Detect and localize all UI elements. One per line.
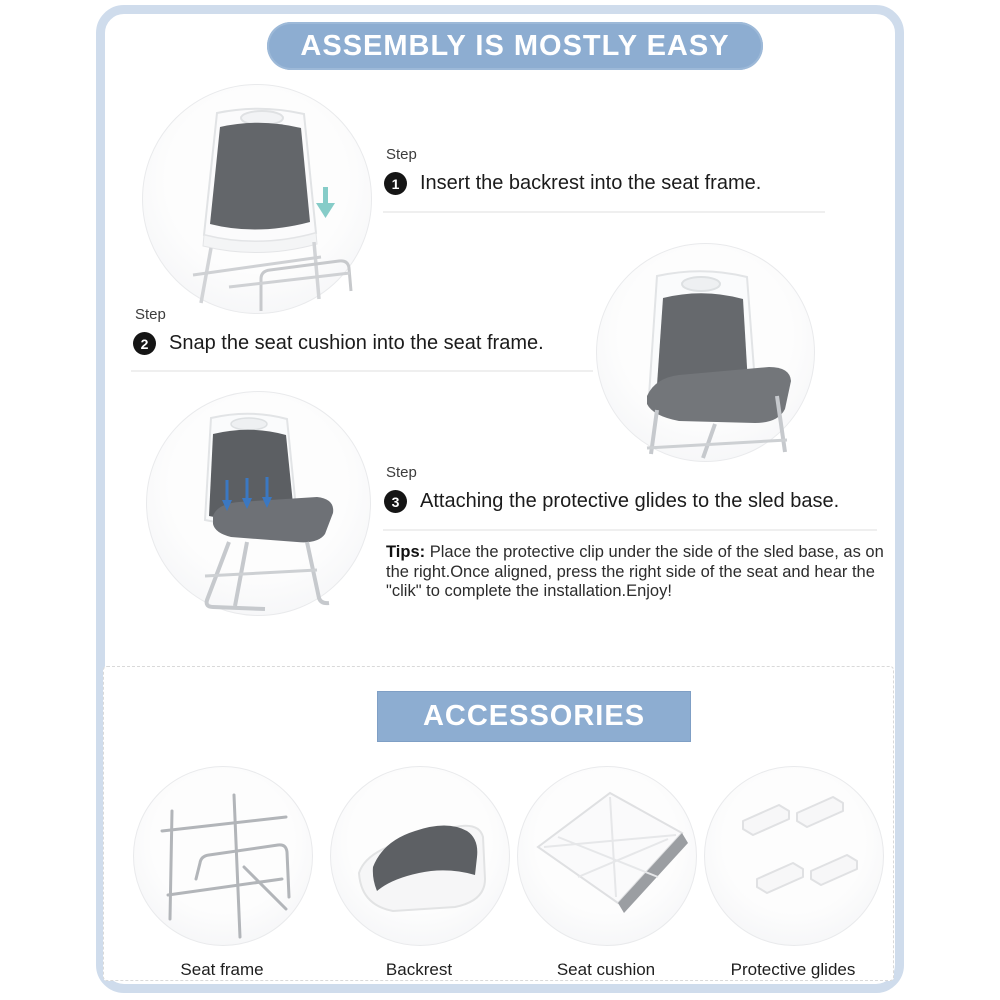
step-2-label: Step xyxy=(135,306,166,323)
step-2-divider xyxy=(131,370,593,372)
accessory-backrest xyxy=(330,766,508,980)
accessory-seat-frame xyxy=(133,766,311,980)
protective-glides-image xyxy=(704,766,884,946)
step-1-number-badge: 1 xyxy=(384,172,407,195)
protective-glides-label: Protective glides xyxy=(730,960,856,979)
seat-cushion-label: Seat cushion xyxy=(556,960,656,979)
seat-frame-image xyxy=(133,766,313,946)
accessories-banner-text: ACCESSORIES xyxy=(422,700,646,732)
step-2 xyxy=(133,306,544,355)
seat-frame-label: Seat frame xyxy=(180,960,264,979)
seat-frame-illustration xyxy=(134,767,312,945)
accessories-banner xyxy=(377,691,691,742)
chair-backrest-insert-illustration xyxy=(143,85,371,313)
protective-glides-illustration xyxy=(705,767,883,945)
step-3-text: Attaching the protective glides to the sled base. xyxy=(420,490,840,512)
step-1-image xyxy=(142,84,372,314)
tips-body: Place the protective clip under the side of the sled base, as on the right.Once aligned, press the right side of the seat and hear the "clik" to complete the installation.Enjoy! xyxy=(386,543,884,600)
insert-arrow-icon xyxy=(316,187,335,218)
seat-cushion-image xyxy=(517,766,697,946)
step-3-number-badge: 3 xyxy=(384,490,407,513)
step-2-image xyxy=(596,243,815,462)
backrest-label: Backrest xyxy=(385,960,453,979)
step-3-divider xyxy=(383,529,877,531)
step-1-label: Step xyxy=(386,146,417,163)
backrest-image xyxy=(330,766,510,946)
tips-paragraph xyxy=(386,543,884,602)
tips-label: Tips: xyxy=(386,543,426,561)
assembly-title-banner xyxy=(267,22,763,70)
assembly-title-text: ASSEMBLY IS MOSTLY EASY xyxy=(300,29,730,62)
assembled-chair-illustration xyxy=(597,244,814,461)
step-1 xyxy=(384,146,761,195)
step-3-label: Step xyxy=(386,464,417,481)
step-1-text: Insert the backrest into the seat frame. xyxy=(420,172,762,194)
step-3-image xyxy=(146,391,371,616)
seat-cushion-illustration xyxy=(518,767,696,945)
backrest-illustration xyxy=(331,767,509,945)
step-3 xyxy=(384,464,839,513)
step-1-divider xyxy=(383,211,825,213)
step-2-text: Snap the seat cushion into the seat frame. xyxy=(169,332,544,354)
accessory-protective-glides xyxy=(704,766,882,980)
step-2-number-badge: 2 xyxy=(133,332,156,355)
chair-glides-illustration xyxy=(147,392,370,615)
accessory-seat-cushion xyxy=(517,766,695,980)
